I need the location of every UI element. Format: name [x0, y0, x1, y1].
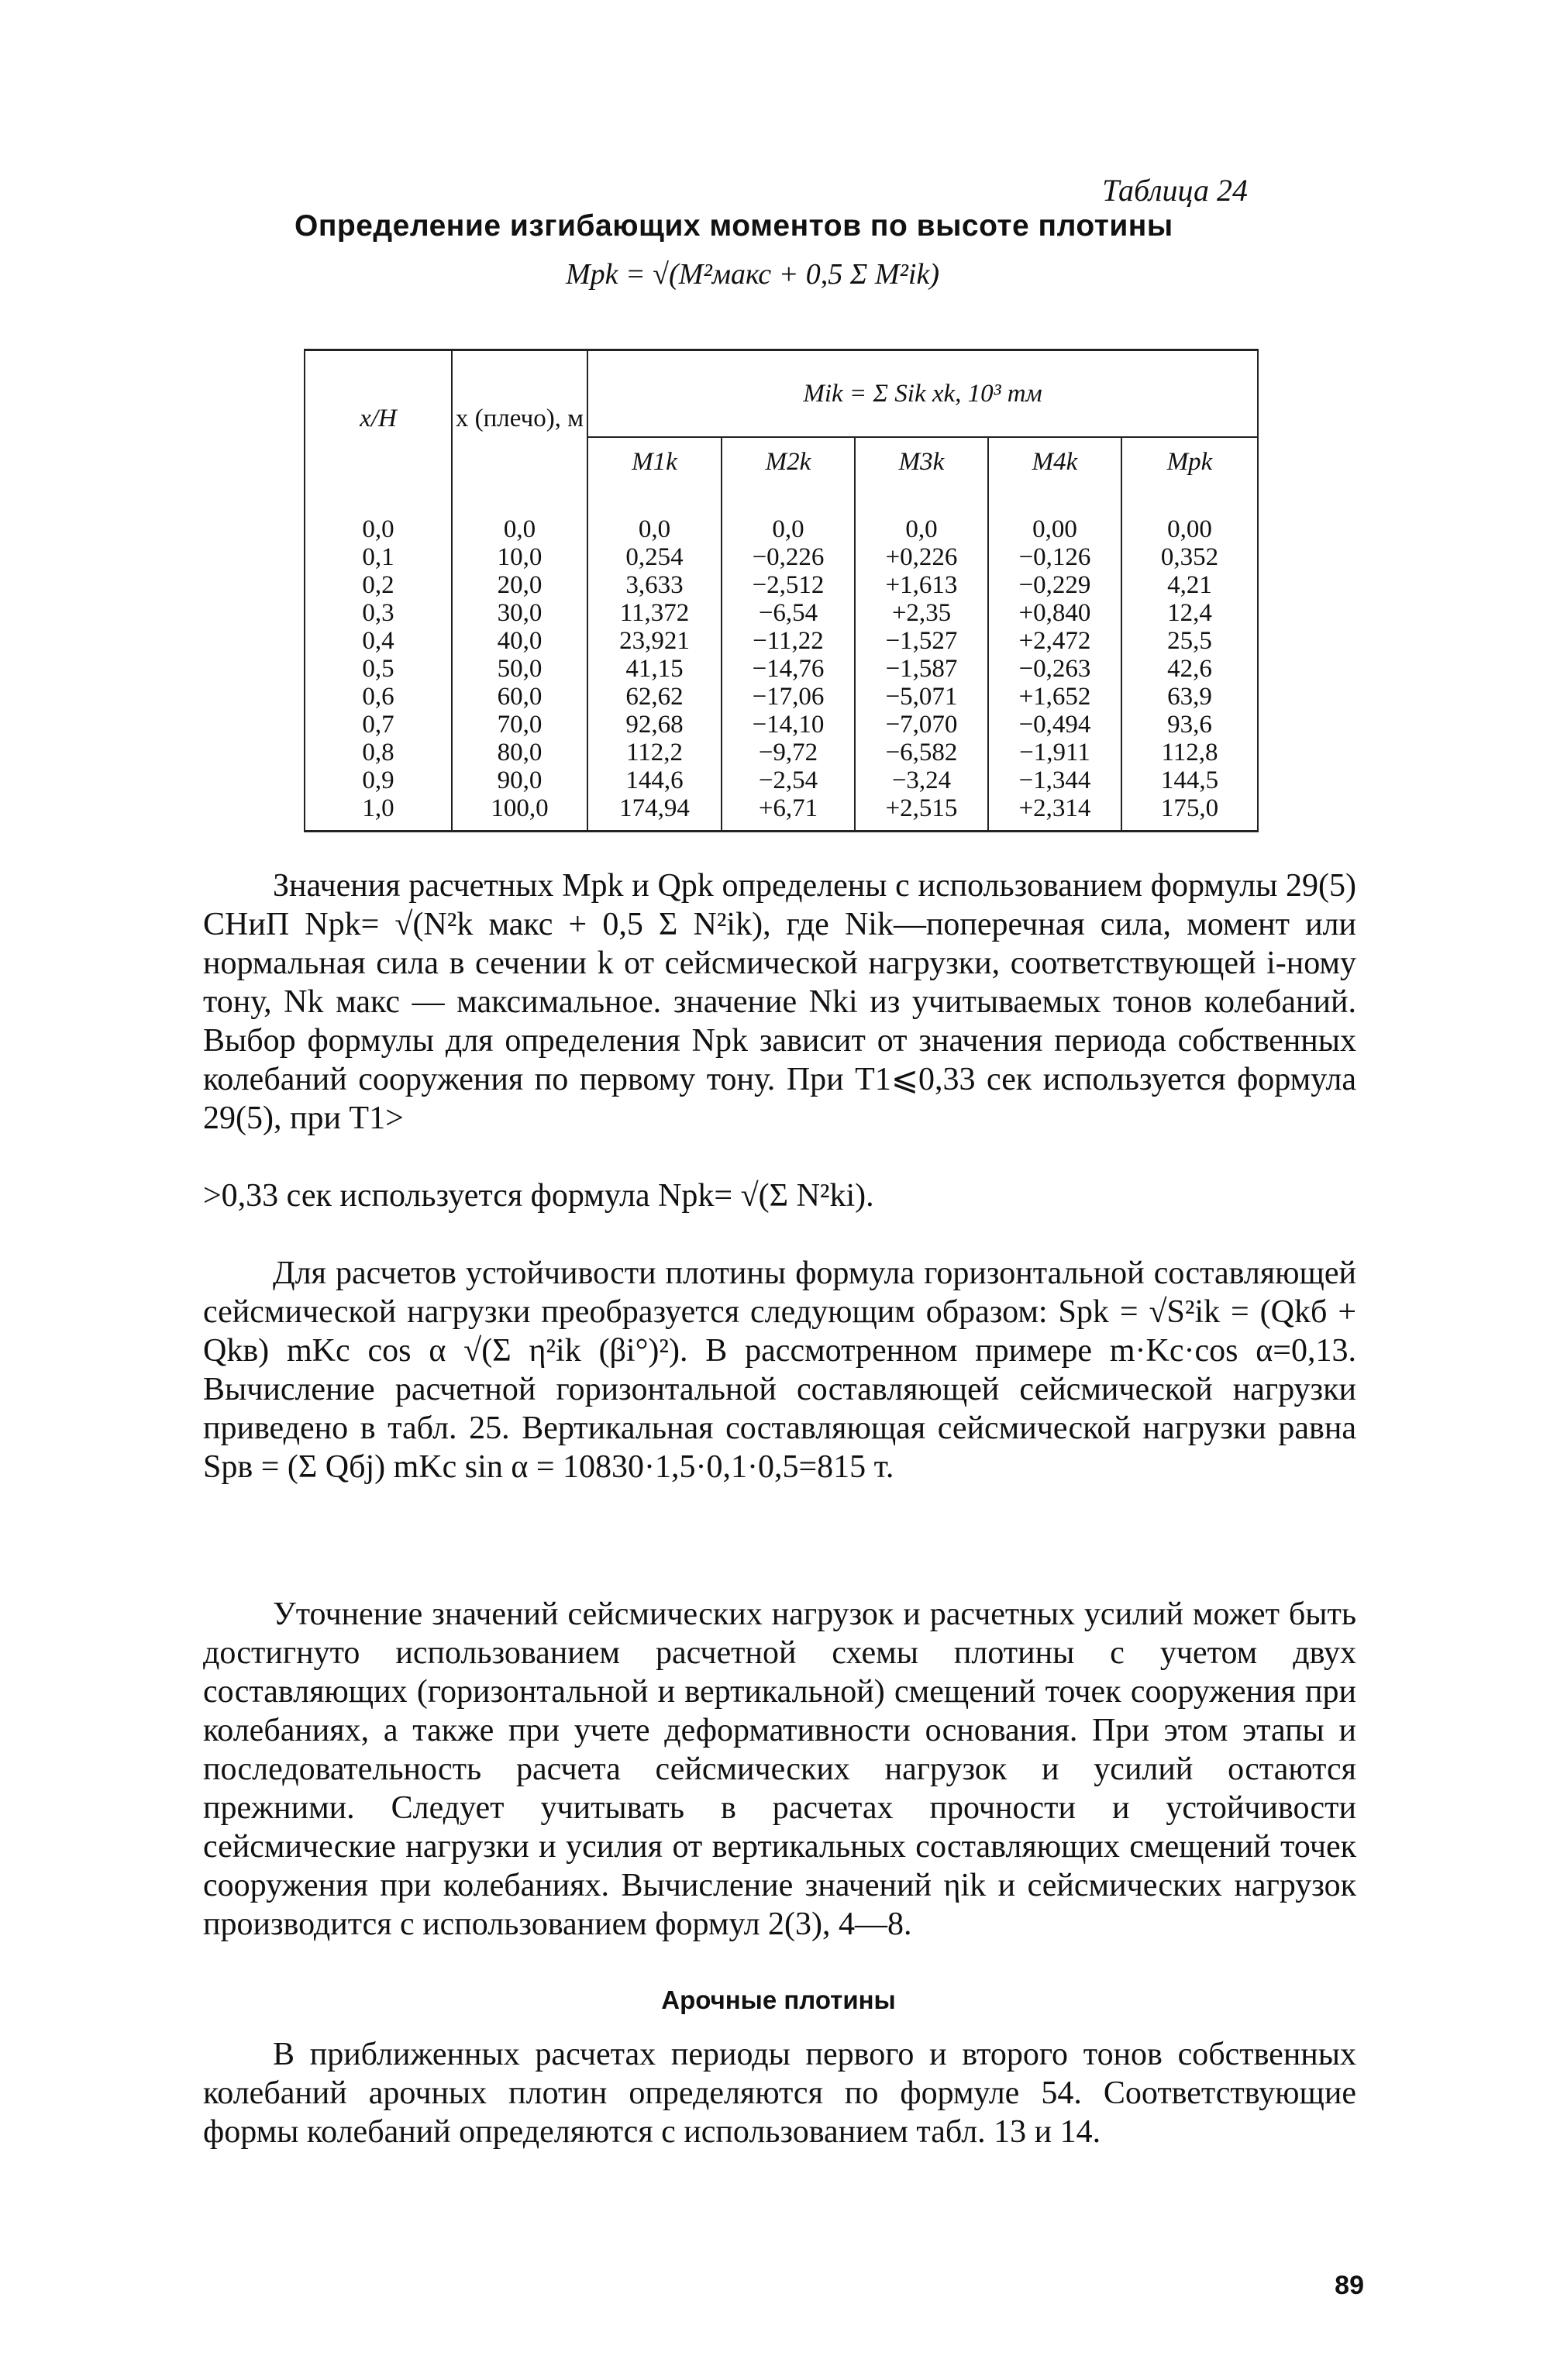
table-cell: 100,0 — [452, 794, 587, 832]
table-cell: 23,921 — [587, 627, 722, 655]
table-cell: −14,76 — [722, 655, 855, 683]
table-row — [305, 627, 1258, 655]
header-mpk: Mpk — [1121, 437, 1258, 486]
table-cell: 42,6 — [1121, 655, 1258, 683]
paragraph-1a: Значения расчетных Mpk и Qpk определены с использованием формулы 29(5) СНиП Npk= √(N²k макс + 0,5 Σ N²ik), где Nik—поперечная сила, момент или нормальная сила в сечении k от сейсмической нагрузки, соответствующей i-ному тону, Nk макс — максимальное. значение Nki из учитываемых тонов колебаний. Выбор формулы для определения Npk зависит от значения периода собственных колебаний сооружения по первому тону. При T1⩽0,33 сек используется формула 29(5), при T1> — [203, 868, 1356, 1136]
paragraph-3: Уточнение значений сейсмических нагрузок и расчетных усилий может быть достигнуто использованием расчетной схемы плотины с учетом двух составляющих (горизонтальной и вертикальной) смещений точек сооружения при колебаниях, а также при учете деформативности основания. При этом этапы и последовательность расчета сейсмических нагрузок и усилий остаются прежними. Следует учитывать в расчетах прочности и устойчивости сейсмические нагрузки и усилия от вертикальных составляющих смещений точек сооружения при колебаниях. Вычисление значений ηik и сейсмических нагрузок производится с использованием формул 2(3), 4—8. — [203, 1596, 1356, 1942]
table-cell: 0,0 — [587, 486, 722, 543]
moments-table — [304, 349, 1257, 832]
header-m1k: M1k — [587, 437, 722, 486]
table-cell: −0,229 — [988, 571, 1121, 599]
paragraph-1b: >0,33 сек используется формула Npk= √(Σ N²ki). — [203, 1178, 874, 1214]
table-cell: +6,71 — [722, 794, 855, 832]
table-row — [305, 655, 1258, 683]
table-cell: +0,840 — [988, 599, 1121, 627]
table-row — [305, 766, 1258, 794]
table-cell: 112,8 — [1121, 739, 1258, 766]
table-cell: −2,512 — [722, 571, 855, 599]
table-cell: −14,10 — [722, 711, 855, 739]
table-cell: 0,9 — [305, 766, 452, 794]
table-cell: −6,582 — [855, 739, 988, 766]
table-row — [305, 683, 1258, 711]
table-cell: −6,54 — [722, 599, 855, 627]
table-cell: 63,9 — [1121, 683, 1258, 711]
table-cell: 1,0 — [305, 794, 452, 832]
table-cell: −0,126 — [988, 543, 1121, 571]
table-cell: 20,0 — [452, 571, 587, 599]
header-mik-group: Mik = Σ Sik xk, 10³ тм — [587, 350, 1258, 438]
table-cell: 50,0 — [452, 655, 587, 683]
table-cell: 0,0 — [305, 486, 452, 543]
header-m3k: M3k — [855, 437, 988, 486]
moments-table-grid — [304, 349, 1259, 832]
table-cell: −7,070 — [855, 711, 988, 739]
table-label: Таблица 24 — [1102, 173, 1248, 208]
table-cell: 0,0 — [452, 486, 587, 543]
table-cell: −1,527 — [855, 627, 988, 655]
table-cell: 0,00 — [988, 486, 1121, 543]
table-row — [305, 739, 1258, 766]
table-cell: 92,68 — [587, 711, 722, 739]
table-cell: −0,494 — [988, 711, 1121, 739]
table-cell: 0,1 — [305, 543, 452, 571]
table-cell: 0,00 — [1121, 486, 1258, 543]
table-cell: 40,0 — [452, 627, 587, 655]
table-cell: 0,0 — [722, 486, 855, 543]
table-row — [305, 599, 1258, 627]
table-cell: 10,0 — [452, 543, 587, 571]
table-cell: 144,6 — [587, 766, 722, 794]
header-x-arm: x (плечо), м — [452, 350, 587, 487]
page-number: 89 — [1335, 2271, 1364, 2300]
table-cell: 41,15 — [587, 655, 722, 683]
table-cell: 60,0 — [452, 683, 587, 711]
table-cell: 0,2 — [305, 571, 452, 599]
table-cell: +1,652 — [988, 683, 1121, 711]
table-cell: −2,54 — [722, 766, 855, 794]
table-cell: −9,72 — [722, 739, 855, 766]
table-cell: 3,633 — [587, 571, 722, 599]
table-cell: +0,226 — [855, 543, 988, 571]
table-cell: 0,7 — [305, 711, 452, 739]
header-xh: x/H — [305, 350, 452, 487]
header-m2k: M2k — [722, 437, 855, 486]
table-cell: −11,22 — [722, 627, 855, 655]
table-cell: +2,515 — [855, 794, 988, 832]
table-formula: Mpk = √(M²макс + 0,5 Σ M²ik) — [566, 258, 940, 291]
table-cell: +1,613 — [855, 571, 988, 599]
table-cell: 175,0 — [1121, 794, 1258, 832]
table-cell: 0,0 — [855, 486, 988, 543]
table-row — [305, 486, 1258, 543]
table-cell: −3,24 — [855, 766, 988, 794]
table-cell: −17,06 — [722, 683, 855, 711]
table-cell: 174,94 — [587, 794, 722, 832]
table-cell: −1,344 — [988, 766, 1121, 794]
table-cell: 0,6 — [305, 683, 452, 711]
table-cell: 90,0 — [452, 766, 587, 794]
table-cell: 0,3 — [305, 599, 452, 627]
table-cell: 25,5 — [1121, 627, 1258, 655]
table-cell: 30,0 — [452, 599, 587, 627]
table-cell: 4,21 — [1121, 571, 1258, 599]
table-cell: −1,911 — [988, 739, 1121, 766]
table-cell: −0,263 — [988, 655, 1121, 683]
table-cell: 144,5 — [1121, 766, 1258, 794]
table-cell: +2,472 — [988, 627, 1121, 655]
table-cell: −5,071 — [855, 683, 988, 711]
table-row — [305, 794, 1258, 832]
table-row — [305, 571, 1258, 599]
section-title: Арочные плотины — [661, 1986, 896, 2014]
table-cell: 11,372 — [587, 599, 722, 627]
header-m4k: M4k — [988, 437, 1121, 486]
table-cell: −0,226 — [722, 543, 855, 571]
paragraph-2: Для расчетов устойчивости плотины формула горизонтальной составляющей сейсмической нагрузки преобразуется следующим образом: Spk = √S²ik = (Qkб + Qkв) mKc cos α √(Σ η²ik (βi°)²). В рассмотренном примере m·Kc·cos α=0,13. Вычисление расчетной горизонтальной составляющей сейсмической нагрузки приведено в табл. 25. Вертикальная составляющая сейсмической нагрузки равна Spв = (Σ Qбj) mKc sin α = 10830·1,5·0,1·0,5=815 т. — [203, 1255, 1356, 1485]
paragraph-4: В приближенных расчетах периоды первого и второго тонов собственных колебаний арочных плотин определяются по формуле 54. Соответствующие формы колебаний определяются с использованием табл. 13 и 14. — [203, 2037, 1356, 2150]
table-cell: 0,254 — [587, 543, 722, 571]
table-cell: 70,0 — [452, 711, 587, 739]
table-cell: 112,2 — [587, 739, 722, 766]
table-row — [305, 543, 1258, 571]
table-cell: +2,314 — [988, 794, 1121, 832]
table-title: Определение изгибающих моментов по высоте плотины — [295, 209, 1173, 243]
table-row — [305, 711, 1258, 739]
table-cell: +2,35 — [855, 599, 988, 627]
table-body — [305, 486, 1258, 832]
table-cell: −1,587 — [855, 655, 988, 683]
table-cell: 0,352 — [1121, 543, 1258, 571]
table-cell: 80,0 — [452, 739, 587, 766]
table-cell: 0,8 — [305, 739, 452, 766]
table-cell: 93,6 — [1121, 711, 1258, 739]
table-cell: 0,4 — [305, 627, 452, 655]
table-cell: 12,4 — [1121, 599, 1258, 627]
table-cell: 0,5 — [305, 655, 452, 683]
table-cell: 62,62 — [587, 683, 722, 711]
